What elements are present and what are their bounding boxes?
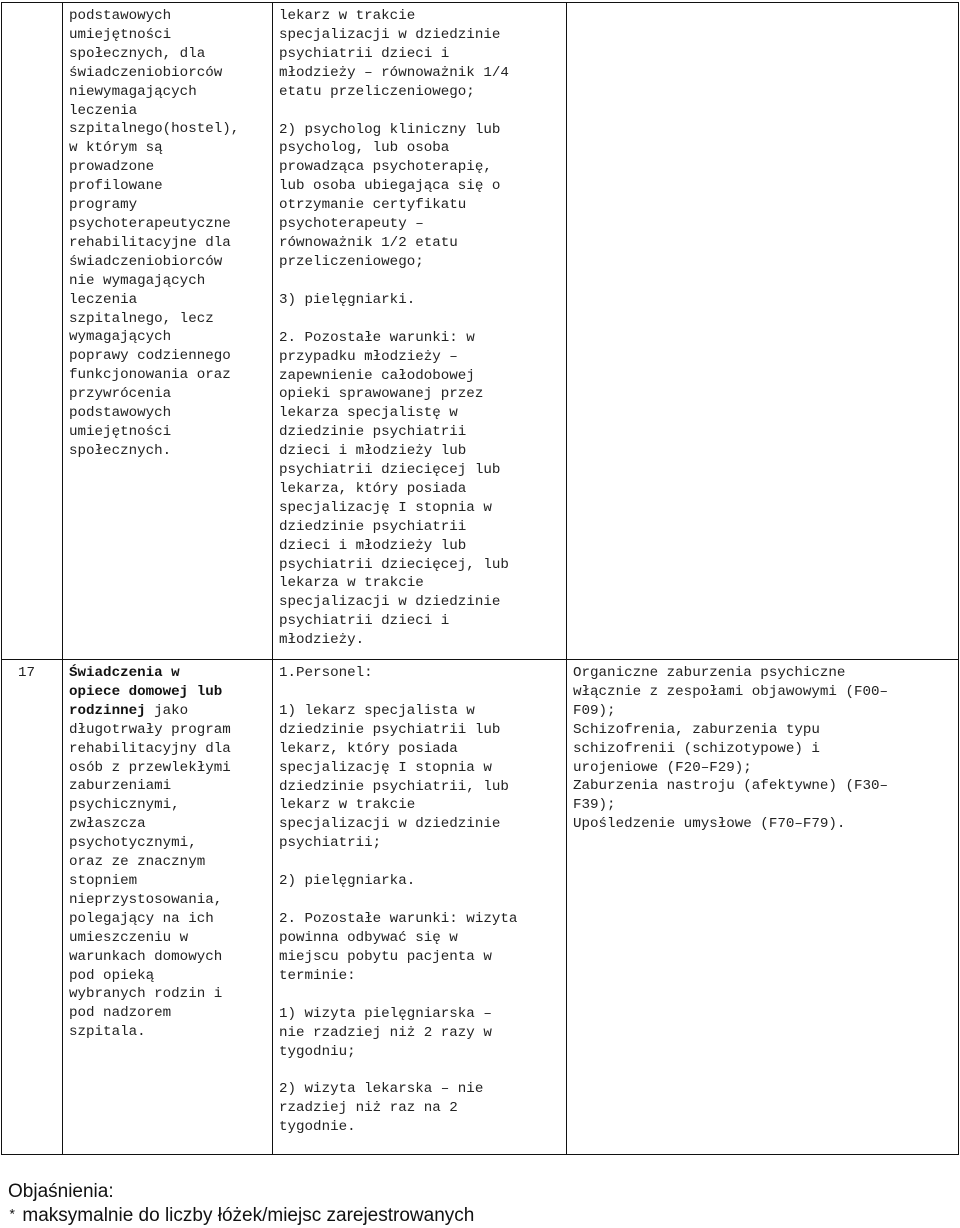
text-line: prowadzone — [69, 159, 155, 176]
text-line: wybranych rodzin i — [69, 986, 223, 1003]
text-line: umieszczeniu w — [69, 929, 189, 946]
text-line: warunkach domowych — [69, 948, 223, 965]
paragraph-gap — [279, 102, 560, 121]
text-line: oraz ze znacznym — [69, 854, 206, 871]
text-line: 2) psycholog kliniczny lub — [279, 121, 501, 138]
text-line: w którym są — [69, 140, 163, 157]
text-line: osób z przewlekłymi — [69, 759, 231, 776]
text-line: włącznie z zespołami objawowymi (F00– — [573, 683, 889, 700]
text-line: 1) wizyta pielęgniarska – — [279, 1005, 492, 1022]
text-line: powinna odbywać się w — [279, 929, 458, 946]
requirements-cell — [273, 3, 567, 660]
text-line: terminie: — [279, 967, 356, 984]
text-line: lekarza specjalistę w — [279, 405, 458, 422]
text-line: psychiatrii dzieci i — [279, 613, 450, 630]
icd-text — [573, 664, 952, 834]
text-line: 2. Pozostałe warunki: w — [279, 329, 475, 346]
icd-cell — [567, 660, 959, 1155]
text-line: leczenia — [69, 102, 138, 119]
service-title-line: opiece domowej lub — [69, 683, 223, 700]
icd-cell — [567, 3, 959, 660]
text-line: wymagających — [69, 329, 172, 346]
text-line: psychiatrii dzieci i — [279, 45, 450, 62]
text-line: Zaburzenia nastroju (afektywne) (F30– — [573, 778, 889, 795]
text-line: społecznych, dla — [69, 45, 206, 62]
text-line: F09); — [573, 702, 616, 719]
text-line: dzieci i młodzieży lub — [279, 537, 467, 554]
text-line: leczenia — [69, 291, 138, 308]
asterisk-icon: * — [8, 1208, 17, 1224]
text-line: otrzymanie certyfikatu — [279, 197, 467, 214]
text-line: społecznych. — [69, 442, 172, 459]
text-line: nie wymagających — [69, 272, 206, 289]
text-line: psychiatrii dziecięcej lub — [279, 462, 501, 479]
row-number: 17 — [18, 665, 36, 681]
text-line: dziedzinie psychiatrii — [279, 518, 467, 535]
text-line: profilowane — [69, 178, 163, 195]
text-line: 2) pielęgniarka. — [279, 873, 416, 890]
text-line: lekarz, który posiada — [279, 740, 458, 757]
text-line: psychotycznymi, — [69, 835, 197, 852]
text-line: równoważnik 1/2 etatu — [279, 234, 458, 251]
text-line: etatu przeliczeniowego; — [279, 83, 475, 100]
text-line: specjalizacji w dziedzinie — [279, 816, 501, 833]
text-line: młodzieży. — [279, 632, 365, 649]
text-line: młodzieży – równoważnik 1/4 — [279, 64, 509, 81]
text-line: podstawowych — [69, 8, 172, 24]
text-line: pod opieką — [69, 967, 155, 984]
text-line: przywrócenia — [69, 386, 172, 403]
text-line: poprawy codziennego — [69, 348, 231, 365]
text-line: przypadku młodzieży – — [279, 348, 458, 365]
paragraph-gap — [279, 683, 560, 702]
text-line: rehabilitacyjne dla — [69, 234, 231, 251]
text-line: przeliczeniowego; — [279, 253, 424, 270]
text-line: podstawowych — [69, 405, 172, 422]
text-line: F39); — [573, 797, 616, 814]
text-line: dziedzinie psychiatrii — [279, 424, 467, 441]
text-line: psychoterapeuty – — [279, 216, 424, 233]
text-line: świadczeniobiorców — [69, 64, 223, 81]
text-line: umiejętności — [69, 26, 172, 43]
text-line: lub osoba ubiegająca się o — [279, 178, 501, 195]
text-line: tygodnie. — [279, 1119, 356, 1136]
text-line: nie rzadziej niż 2 razy w — [279, 1024, 492, 1041]
requirements-text — [279, 7, 560, 650]
text-line: lekarza, który posiada — [279, 480, 467, 497]
text-line: funkcjonowania oraz — [69, 367, 231, 384]
paragraph-gap — [279, 310, 560, 329]
text-line: prowadząca psychoterapię, — [279, 159, 492, 176]
table-row — [2, 3, 959, 660]
text-line: niewymagających — [69, 83, 197, 100]
text-line: dziedzinie psychiatrii lub — [279, 721, 501, 738]
text-line: świadczeniobiorców — [69, 253, 223, 270]
footnote-item — [8, 1204, 474, 1228]
text-line: zapewnienie całodobowej — [279, 367, 475, 384]
text-line: pod nadzorem — [69, 1005, 172, 1022]
footnote-text: maksymalnie do liczby łóżek/miejsc zarejestrowanych — [22, 1205, 475, 1226]
paragraph-gap — [279, 272, 560, 291]
text-line: szpitalnego, lecz — [69, 310, 214, 327]
text-line: 2. Pozostałe warunki: wizyta — [279, 911, 518, 928]
text-line: lekarza w trakcie — [279, 575, 424, 592]
text-line: specjalizacji w dziedzinie — [279, 26, 501, 43]
footnotes-heading: Objaśnienia: — [8, 1181, 114, 1202]
row-number-cell — [2, 3, 63, 660]
text-line: dzieci i młodzieży lub — [279, 443, 467, 460]
text-line: rzadziej niż raz na 2 — [279, 1100, 458, 1117]
text-line: 2) wizyta lekarska – nie — [279, 1081, 484, 1098]
service-title-bold: rodzinnej — [69, 702, 146, 719]
text-line: specjalizacji w dziedzinie — [279, 594, 501, 611]
requirements-cell — [273, 660, 567, 1155]
text-line: tygodniu; — [279, 1043, 356, 1060]
text-line: lekarz w trakcie — [279, 8, 416, 24]
text-line: rehabilitacyjny dla — [69, 740, 231, 757]
requirements-text — [279, 664, 560, 1137]
text-line: programy — [69, 197, 138, 214]
text-line: zwłaszcza — [69, 816, 146, 833]
text-line: Schizofrenia, zaburzenia typu — [573, 721, 820, 738]
service-title-line: Świadczenia w — [69, 665, 180, 681]
paragraph-gap — [279, 853, 560, 872]
row-number-cell — [2, 660, 63, 1155]
text-line: psycholog, lub osoba — [279, 140, 450, 157]
text-line: specjalizację I stopnia w — [279, 499, 492, 516]
text-line: polegający na ich — [69, 910, 214, 927]
text-line: opieki sprawowanej przez — [279, 386, 484, 403]
text-line: nieprzystosowania, — [69, 891, 223, 908]
text-line: specjalizację I stopnia w — [279, 759, 492, 776]
text-line: lekarz w trakcie — [279, 797, 416, 814]
text-line: szpitalnego(hostel), — [69, 121, 240, 138]
paragraph-gap — [279, 986, 560, 1005]
text-line: 1) lekarz specjalista w — [279, 702, 475, 719]
text-line: psychiatrii; — [279, 835, 382, 852]
text-line: schizofrenii (schizotypowe) i — [573, 740, 820, 757]
text-line: 3) pielęgniarki. — [279, 291, 416, 308]
paragraph-gap — [279, 1061, 560, 1080]
text-line: urojeniowe (F20–F29); — [573, 759, 752, 776]
service-title-line — [69, 702, 266, 721]
text-line: umiejętności — [69, 423, 172, 440]
text-line: długotrwały program — [69, 721, 231, 738]
footnotes — [8, 1180, 474, 1228]
service-description — [69, 721, 266, 1042]
text-line: stopniem — [69, 872, 138, 889]
text-line: psychiatrii dziecięcej, lub — [279, 556, 509, 573]
service-name — [69, 7, 266, 461]
text-line: Upośledzenie umysłowe (F70–F79). — [573, 816, 846, 833]
service-name — [69, 664, 266, 1042]
text-line: 1.Personel: — [279, 665, 373, 681]
text-line: szpitala. — [69, 1024, 146, 1041]
services-table — [1, 2, 959, 1155]
service-name-cell — [63, 660, 273, 1155]
paragraph-gap — [279, 891, 560, 910]
text-line: psychicznymi, — [69, 797, 180, 814]
text-line: Organiczne zaburzenia psychiczne — [573, 665, 846, 681]
table-row — [2, 660, 959, 1155]
service-name-cell — [63, 3, 273, 660]
text-line: dziedzinie psychiatrii, lub — [279, 778, 509, 795]
text-line: miejscu pobytu pacjenta w — [279, 948, 492, 965]
text-line: psychoterapeutyczne — [69, 215, 231, 232]
text-line: zaburzeniami — [69, 778, 172, 795]
service-title-rest: jako — [145, 702, 189, 719]
